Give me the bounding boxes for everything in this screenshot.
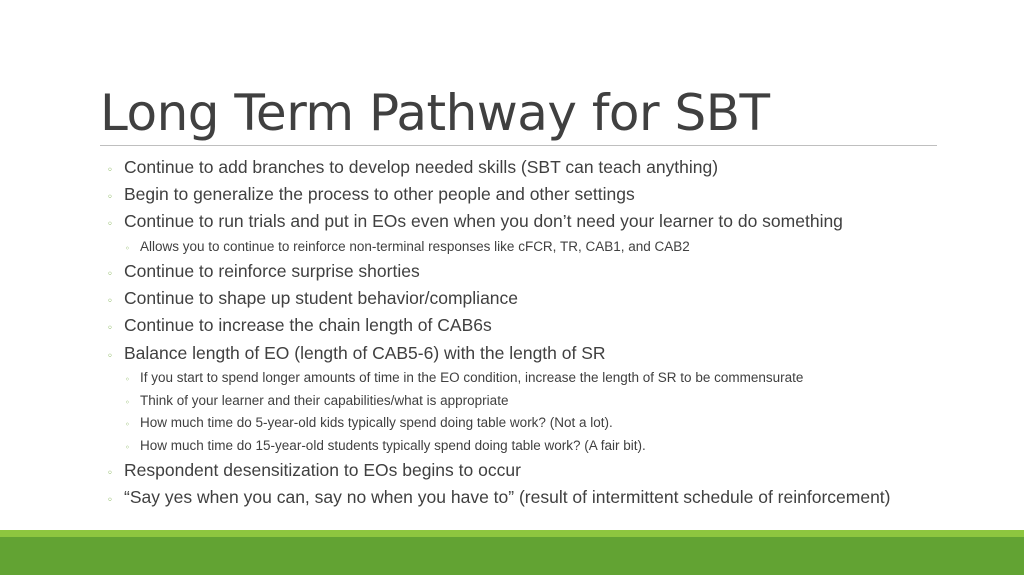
sub-bullet-item — [125, 239, 690, 254]
bullet-marker-icon: ◦ — [107, 468, 113, 479]
bullet-item — [107, 157, 718, 178]
bullet-text: Continue to run trials and put in EOs even when you don’t need your learner to do something — [124, 211, 843, 231]
sub-bullet-text: Allows you to continue to reinforce non-terminal responses like cFCR, TR, CAB1, and CAB2 — [140, 239, 690, 254]
bullet-item — [107, 315, 492, 336]
sub-bullet-item — [125, 415, 613, 430]
bullet-marker-icon: ◦ — [125, 375, 130, 384]
footer-band-light — [0, 530, 1024, 537]
bullet-marker-icon: ◦ — [107, 269, 113, 280]
bullet-item — [107, 184, 635, 205]
bullet-marker-icon: ◦ — [125, 443, 130, 452]
bullet-item — [107, 261, 420, 282]
slide-title: Long Term Pathway for SBT — [100, 84, 770, 142]
sub-bullet-item — [125, 370, 803, 385]
sub-bullet-item — [125, 393, 508, 408]
bullet-text: Continue to reinforce surprise shorties — [124, 261, 420, 281]
bullet-item — [107, 288, 518, 309]
bullet-text: Balance length of EO (length of CAB5-6) with the length of SR — [124, 343, 606, 363]
bullet-marker-icon: ◦ — [107, 165, 113, 176]
bullet-marker-icon: ◦ — [125, 398, 130, 407]
bullet-marker-icon: ◦ — [107, 323, 113, 334]
footer-band-dark — [0, 537, 1024, 575]
bullet-text: Continue to add branches to develop needed skills (SBT can teach anything) — [124, 157, 719, 177]
bullet-marker-icon: ◦ — [107, 219, 113, 230]
bullet-item — [107, 343, 606, 364]
bullet-marker-icon: ◦ — [107, 495, 113, 506]
bullet-text: Continue to increase the chain length of CAB6s — [124, 315, 492, 335]
bullet-marker-icon: ◦ — [125, 244, 130, 253]
bullet-text: Continue to shape up student behavior/compliance — [124, 288, 519, 308]
bullet-text: “Say yes when you can, say no when you have to” (result of intermittent schedule of reinforcement) — [124, 487, 891, 507]
bullet-text: Respondent desensitization to EOs begins to occur — [124, 460, 521, 480]
bullet-marker-icon: ◦ — [107, 296, 113, 307]
sub-bullet-item — [125, 438, 646, 453]
bullet-item — [107, 211, 843, 232]
sub-bullet-text: Think of your learner and their capabilities/what is appropriate — [140, 393, 509, 408]
bullet-marker-icon: ◦ — [107, 351, 113, 362]
sub-bullet-text: How much time do 15-year-old students typically spend doing table work? (A fair bit). — [140, 438, 646, 453]
bullet-text: Begin to generalize the process to other people and other settings — [124, 184, 635, 204]
bullet-marker-icon: ◦ — [125, 420, 130, 429]
sub-bullet-text: If you start to spend longer amounts of time in the EO condition, increase the length of SR to be commensurate — [140, 370, 804, 385]
bullet-marker-icon: ◦ — [107, 192, 113, 203]
bullet-item — [107, 460, 521, 481]
bullet-item — [107, 487, 891, 508]
sub-bullet-text: How much time do 5-year-old kids typically spend doing table work? (Not a lot). — [140, 415, 613, 430]
